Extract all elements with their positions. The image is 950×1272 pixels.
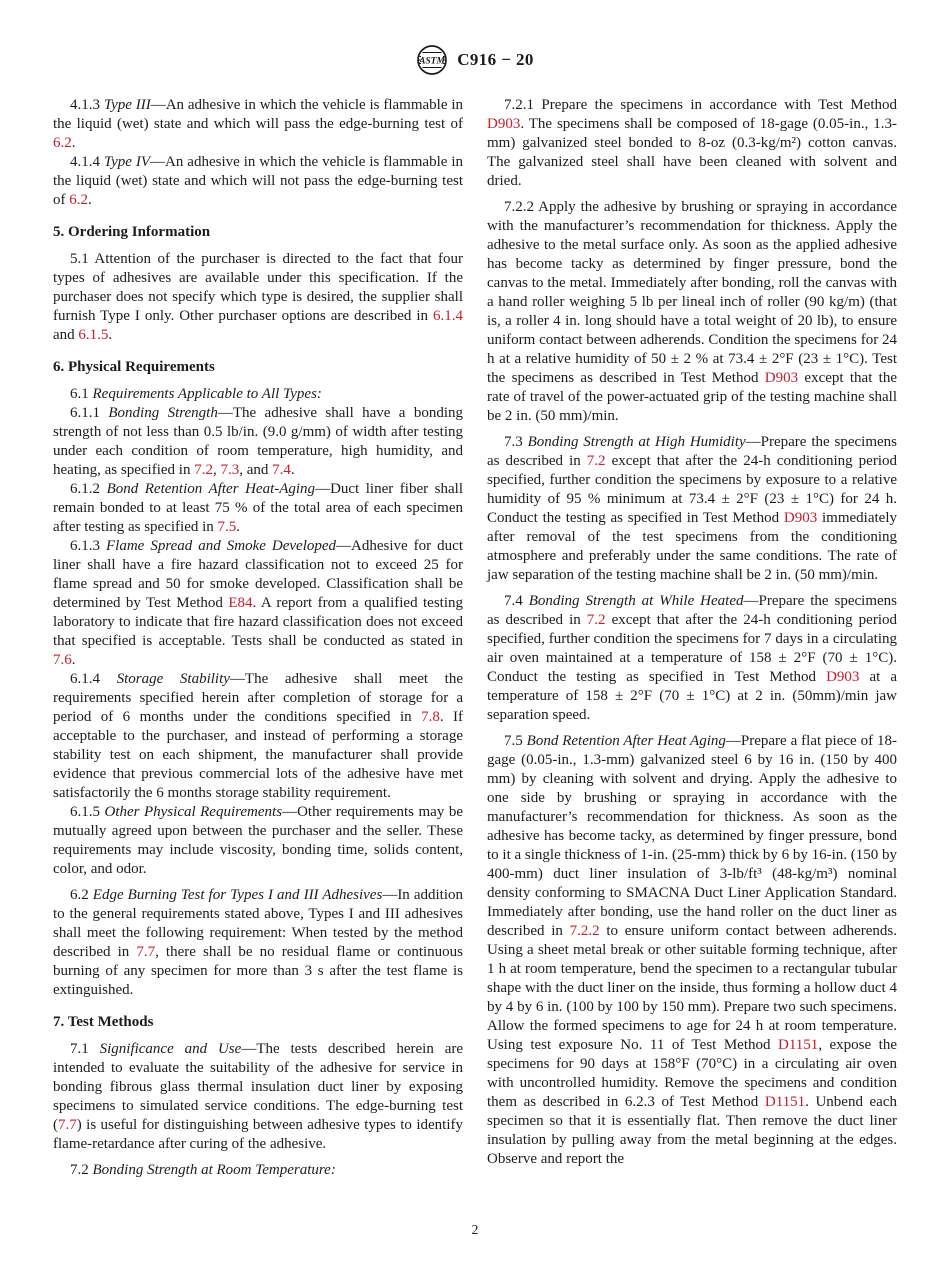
text-run: 4.1.3	[70, 97, 104, 113]
text-run: 4.1.4	[70, 154, 104, 170]
italic-term: Edge Burning Test for Types I and III Adhesives	[92, 887, 383, 903]
ref-link[interactable]: 7.2	[194, 462, 213, 478]
text-run: .	[88, 192, 92, 208]
page-header	[53, 44, 897, 76]
text-run: to ensure uniform contact between adherends. Using a sheet metal break or other suitable forming technique, after 1 h at room temperature, bend the specimen to a rectangular tubular shape with the duct liner on the inside, thus forming a hollow duct 4 by 4 by 6 in. (100 by 100 by 150 mm). Prepare two such specimens. Allow the formed specimens to age for 24 h at room temperature. Using test exposure No. 11 of Test Method	[487, 923, 897, 1053]
text-run: except that the rate of travel of the power-actuated grip of the testing machine shall be 2 in. (50 mm)/min.	[487, 370, 897, 424]
paragraph	[53, 803, 463, 879]
text-run: .	[71, 652, 76, 668]
text-run: , and	[239, 462, 273, 478]
text-run: —Duct liner fiber shall remain bonded to at least 75 % of the total area of each specimen after testing as specified in	[53, 481, 464, 535]
ref-link[interactable]: D903	[764, 370, 799, 386]
page-footer	[0, 1222, 950, 1238]
text-run: ) is useful for distinguishing between adhesive types to identify flame-retardance after curing of the adhesive.	[53, 1117, 463, 1152]
italic-term: Bond Retention After Heat-Aging	[106, 481, 316, 497]
ref-link[interactable]: 7.2.2	[569, 923, 600, 939]
right-column	[487, 96, 897, 1180]
ref-link[interactable]: 6.1.4	[433, 308, 463, 324]
paragraph	[53, 250, 463, 345]
left-column	[53, 96, 463, 1180]
italic-term: Bonding Strength at While Heated	[528, 593, 744, 609]
paragraph	[53, 404, 463, 480]
ref-link[interactable]: 7.8	[421, 709, 440, 725]
text-run: —An adhesive in which the vehicle is flammable in the liquid (wet) state and which will not pass the edge-burning test of	[53, 154, 463, 208]
italic-term: Bonding Strength at Room Temperature:	[92, 1162, 336, 1178]
italic-term: Type III	[103, 97, 151, 113]
text-run: . The specimens shall be composed of 18-gage (0.05-in., 1.3-mm) galvanized steel bonded to 8-oz (0.3-kg/m²) cotton canvas. The galvanized steel shall have been cleaned with solvent and dried.	[487, 116, 897, 189]
ref-link[interactable]: 7.4	[272, 462, 291, 478]
paragraph	[53, 1161, 463, 1180]
paragraph	[53, 1040, 463, 1154]
page-number: 2	[471, 1222, 479, 1237]
text-run: .	[108, 327, 113, 343]
text-run: 6.1.3	[70, 538, 106, 554]
section-heading: 5. Ordering Information	[53, 224, 211, 240]
section-heading: 6. Physical Requirements	[53, 359, 215, 375]
italic-term: Bonding Strength	[108, 405, 218, 421]
text-run: 6.1.5	[70, 804, 105, 820]
ref-link[interactable]: 7.3	[220, 462, 240, 478]
text-run: 7.3	[504, 434, 528, 450]
text-run: and	[53, 327, 79, 343]
text-run: 6.1	[70, 386, 93, 402]
text-run: 7.1	[70, 1041, 100, 1057]
text-run: —In addition to the general requirements stated above, Types I and III adhesives shall meet the following requirement: When tested by the method described in	[53, 887, 464, 960]
text-run: 7.2.2 Apply the adhesive by brushing or spraying in accordance with the manufacturer’s recommendation for thickness. Apply the adhesive to the metal surface only. As soon as the applied adhesive has become tacky as determined by finger pressure, bond the canvas to the metal. Immediately after bonding, roll the canvas with a hand roller weighing 5 lb per lineal inch of roller (90 kg/m) (that is, a roller 4 in. long should have a total weight of 20 lb), to ensure uniform contact between adherends. Condition the specimens for 24 h at a relative humidity of 50 ± 2 % at 73.4 ± 2°F (23 ± 1°C). Test the specimens as described in Test Method	[487, 199, 897, 386]
paragraph	[487, 592, 897, 725]
paragraph	[53, 385, 463, 404]
italic-term: Significance and Use	[99, 1041, 242, 1057]
ref-link[interactable]: 6.2	[69, 192, 88, 208]
text-run: .	[290, 462, 295, 478]
text-run: 6.2	[70, 887, 93, 903]
text-run: —Prepare the specimens as described in	[487, 593, 897, 628]
text-run: —Prepare a flat piece of 18-gage (0.05-in., 1.3-mm) galvanized steel 6 by 16 in. (150 by 400 mm) by cleaning with solvent and drying. Apply the adhesive to one side by brushing or spraying in accordance with the manufacturer’s recommendation for thickness. As soon as the adhesive has become tacky, as determined by finger pressure, bond to it a single thickness of 1-in. (25-mm) thick by 6 by 16-in. (150 by 400-mm) duct liner insulation of 3-lb/ft³ (48-kg/m³) nominal density conforming to SMACNA Duct Liner Application Standard. Immediately after bonding, use the hand roller on the duct liner as described in	[487, 733, 897, 939]
text-run: except that after the 24-h conditioning period specified, further condition the specimens for 7 days in a circulating air oven maintained at a temperature of 158 ± 2°F (70 ± 1°C). Conduct the testing as specified in Test Method	[487, 612, 897, 685]
text-run: —An adhesive in which the vehicle is flammable in the liquid (wet) state and which will pass the edge-burning test of	[53, 97, 463, 132]
paragraph	[487, 96, 897, 191]
text-run: —Other requirements may be mutually agreed upon between the purchaser and the seller. These requirements may include viscosity, bonding time, solids content, color, and odor.	[53, 804, 463, 877]
text-run: immediately after removal of the test specimens from the conditioning atmosphere and preferably under the same conditions. The rate of jaw separation of the testing machine shall be 2 in. (50 mm)/min.	[487, 510, 897, 583]
text-run: at a temperature of 158 ± 2°F (70 ± 1°C) at 2 in. (50mm)/min jaw separation speed.	[487, 669, 897, 723]
italic-term: Other Physical Requirements	[104, 804, 283, 820]
two-column-body	[53, 96, 897, 1180]
text-run: 6.1.1	[70, 405, 109, 421]
text-run: . Unbend each specimen so that it is essentially flat. Then remove the duct liner insulation by pulling away from the metal beginning at the edges. Observe and report the	[487, 1094, 897, 1167]
italic-term: Flame Spread and Smoke Developed	[106, 538, 337, 554]
paragraph	[53, 153, 463, 210]
ref-link[interactable]: 7.6	[53, 652, 72, 668]
paragraph	[53, 670, 463, 803]
paragraph	[53, 480, 463, 537]
ref-link[interactable]: 7.2	[586, 612, 606, 628]
text-run: —Prepare the specimens as described in	[487, 434, 897, 469]
astm-logo-icon	[416, 44, 448, 76]
italic-term: Bond Retention After Heat Aging	[526, 733, 726, 749]
text-run: 6.1.4	[70, 671, 117, 687]
text-run: except that after the 24-h conditioning period specified, further condition the specimens by exposure to a relative humidity of 95 % minimum at 73.4 ± 2°F (23 ± 1°C) for 24 h. Conduct the testing as specified in Test Method	[487, 453, 897, 526]
ref-link[interactable]: 7.7	[136, 944, 156, 960]
paragraph	[487, 433, 897, 585]
paragraph	[487, 732, 897, 1169]
paragraph	[487, 198, 897, 426]
ref-link[interactable]: D903	[783, 510, 818, 526]
paragraph	[53, 886, 463, 1000]
text-run: , expose the specimens for 90 days at 158°F (70°C) in a circulating air oven with uncontrolled humidity. Remove the specimens and condition them as described in 6.2.3 of Test Method	[487, 1037, 897, 1110]
standard-designation: C916 − 20	[457, 50, 534, 69]
text-run: .	[71, 135, 76, 151]
text-run: 7.2	[70, 1162, 93, 1178]
italic-term: Storage Stability	[116, 671, 230, 687]
text-run: 5.1 Attention of the purchaser is directed to the fact that four types of adhesives are available under this specification. If the purchaser does not specify which type is desired, the supplier shall furnish Type I only. Other purchaser options are described in	[53, 251, 463, 324]
ref-link[interactable]: 7.7	[58, 1117, 77, 1133]
italic-term: Type IV	[103, 154, 151, 170]
ref-link[interactable]: 6.2	[53, 135, 72, 151]
text-run: 7.4	[504, 593, 529, 609]
ref-link[interactable]: 6.1.5	[78, 327, 109, 343]
ref-link[interactable]: D903	[487, 116, 521, 132]
text-run: . If acceptable to the purchaser, and instead of performing a storage stability test on each shipment, the manufacturer shall provide evidence that previous commercial lots of the adhesive have met satisfactorily the 6 months storage stability requirement.	[53, 709, 463, 801]
text-run: .	[236, 519, 241, 535]
text-run: —The adhesive shall meet the requirements specified herein after completion of storage for a period of 6 months under the conditions specified in	[53, 671, 463, 725]
ref-link[interactable]: D1151	[764, 1094, 806, 1110]
text-run: 7.5	[504, 733, 527, 749]
paragraph	[53, 96, 463, 153]
italic-term: Bonding Strength at High Humidity	[527, 434, 746, 450]
ref-link[interactable]: D1151	[777, 1037, 819, 1053]
text-run: , there shall be no residual flame or continuous burning of any specimen for more than 3 s after the test flame is extinguished.	[53, 944, 463, 998]
text-run: . A report from a qualified testing laboratory to indicate that fire hazard classification does not exceed that specified is acceptable. Tests shall be conducted as stated in	[53, 595, 464, 649]
paragraph	[53, 537, 463, 670]
ref-link[interactable]: E84	[228, 595, 253, 611]
text-run: ,	[212, 462, 221, 478]
section-heading: 7. Test Methods	[53, 1014, 154, 1030]
text-run: —The tests described herein are intended to evaluate the suitability of the adhesive for service in bonding fibrous glass thermal insulation duct liner by exposing specimens to simulated service conditions. The edge-burning test (	[53, 1041, 463, 1133]
text-run: —The adhesive shall have a bonding strength of not less than 0.5 lb/in. (9.0 g/mm) of width after testing under each condition of room temperature, high humidity, and heating, as specified in	[53, 405, 463, 478]
italic-term: Requirements Applicable to All Types:	[92, 386, 322, 402]
ref-link[interactable]: 7.5	[217, 519, 237, 535]
text-run: 6.1.2	[70, 481, 107, 497]
ref-link[interactable]: D903	[826, 669, 860, 685]
text-run: —Adhesive for duct liner shall have a fire hazard classification not to exceed 25 for flame spread and 50 for smoke developed. Classification shall be determined by Test Method	[53, 538, 463, 611]
astm-logo-text: ASTM	[419, 56, 446, 67]
text-run: 7.2.1 Prepare the specimens in accordance with Test Method	[504, 97, 897, 113]
ref-link[interactable]: 7.2	[586, 453, 606, 469]
